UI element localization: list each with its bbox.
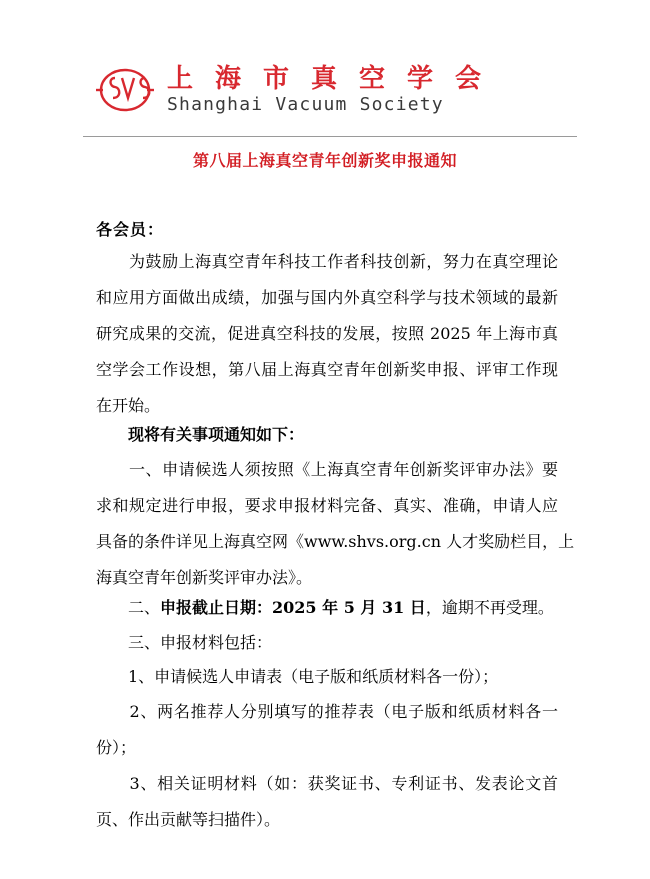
text-line: 份）； bbox=[96, 738, 137, 757]
salutation: 各会员： bbox=[96, 220, 165, 239]
deadline-text: 申报截止日期：2025 年 5 月 31 日 bbox=[160, 598, 426, 617]
text-line: 3、相关证明材料（如：获奖证书、专利证书、发表论文首 bbox=[96, 774, 558, 793]
text-line: 研究成果的交流，促进真空科技的发展，按照 2025 年上海市真 bbox=[96, 324, 558, 343]
letterhead bbox=[95, 52, 575, 132]
text-line bbox=[96, 596, 558, 620]
text-line: 求和规定进行申报，要求申报材料完备、真实、准确，申请人应 bbox=[96, 496, 558, 515]
text-line: 2、两名推荐人分别填写的推荐表（电子版和纸质材料各一 bbox=[96, 702, 558, 721]
org-name-en: Shanghai Vacuum Society bbox=[167, 94, 444, 115]
text-line: 海真空青年创新奖评审办法》。 bbox=[96, 568, 313, 587]
text-line: 具备的条件详见上海真空网《www.shvs.org.cn 人才奖励栏目，上 bbox=[96, 532, 575, 551]
sub-item-3 bbox=[96, 772, 558, 832]
notice-title: 第八届上海真空青年创新奖申报通知 bbox=[192, 151, 457, 170]
text-line: 一、申请候选人须按照《上海真空青年创新奖评审办法》要 bbox=[96, 460, 558, 479]
shvs-logo-icon bbox=[95, 66, 155, 112]
item-2-prefix: 二、 bbox=[96, 598, 161, 617]
item-3-paragraph bbox=[96, 631, 558, 655]
header-divider bbox=[83, 136, 577, 137]
lead-paragraph bbox=[96, 423, 558, 447]
lead-text: 现将有关事项通知如下： bbox=[96, 425, 305, 444]
text-line: 1、申请候选人申请表（电子版和纸质材料各一份）； bbox=[96, 667, 499, 686]
sub-item-2 bbox=[96, 700, 558, 760]
text-line: 空学会工作设想，第八届上海真空青年创新奖申报、评审工作现 bbox=[96, 360, 558, 379]
item-2-suffix: ，逾期不再受理。 bbox=[425, 598, 554, 617]
text-line: 三、申报材料包括： bbox=[96, 633, 273, 652]
sub-item-1 bbox=[96, 665, 558, 689]
item-1-paragraph bbox=[96, 458, 575, 590]
text-line: 在开始。 bbox=[96, 396, 161, 415]
text-line: 页、作出贡献等扫描件）。 bbox=[96, 810, 281, 829]
item-2-paragraph bbox=[96, 596, 558, 620]
text-line: 为鼓励上海真空青年科技工作者科技创新，努力在真空理论 bbox=[96, 252, 558, 271]
org-name-cn: 上海市真空学会 bbox=[167, 64, 504, 94]
text-line: 和应用方面做出成绩，加强与国内外真空科学与技术领域的最新 bbox=[96, 288, 558, 307]
intro-paragraph bbox=[96, 250, 558, 418]
